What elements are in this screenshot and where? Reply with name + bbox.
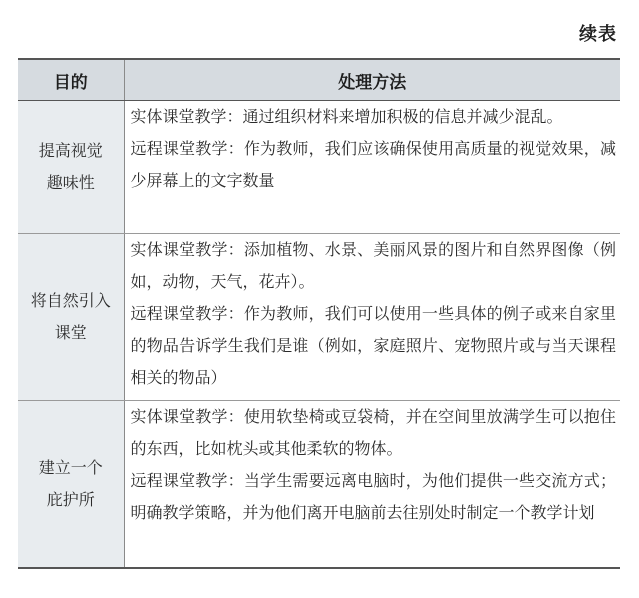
in-person-method: 实体课堂教学：添加植物、水景、美丽风景的图片和自然界图像（例如，动物，天气，花卉）。 [130,240,616,291]
purpose-line: 提高视觉 [38,141,103,160]
table-row [18,234,620,401]
table-row [18,401,620,569]
purpose-line: 课堂 [54,323,87,342]
table-row [18,101,620,234]
method-cell [124,101,620,234]
purpose-line: 庇护所 [46,490,95,509]
method-cell [124,401,620,569]
purpose-line: 趣味性 [46,173,95,192]
table-header-row [18,59,620,101]
purpose-cell [18,101,124,234]
header-purpose: 目的 [18,59,124,101]
purpose-cell [18,401,124,569]
remote-method: 远程课堂教学：作为教师，我们可以使用一些具体的例子或来自家里的物品告诉学生我们是谁（例如，家庭照片、宠物照片或与当天课程相关的物品） [130,304,616,387]
strategy-table [18,58,620,569]
in-person-method: 实体课堂教学：使用软垫椅或豆袋椅，并在空间里放满学生可以抱住的东西，比如枕头或其他柔软的物体。 [130,407,616,458]
purpose-line: 将自然引入 [30,291,111,310]
header-method: 处理方法 [124,59,620,101]
purpose-line: 建立一个 [38,458,103,477]
in-person-method: 实体课堂教学：通过组织材料来增加积极的信息并减少混乱。 [130,107,563,126]
remote-method: 远程课堂教学：作为教师，我们应该确保使用高质量的视觉效果，减少屏幕上的文字数量 [130,139,616,190]
continued-label: 续表 [579,24,617,45]
method-cell [124,234,620,401]
remote-method: 远程课堂教学：当学生需要远离电脑时，为他们提供一些交流方式；明确教学策略，并为他们离开电脑前去往别处时制定一个教学计划 [130,471,616,522]
purpose-cell [18,234,124,401]
